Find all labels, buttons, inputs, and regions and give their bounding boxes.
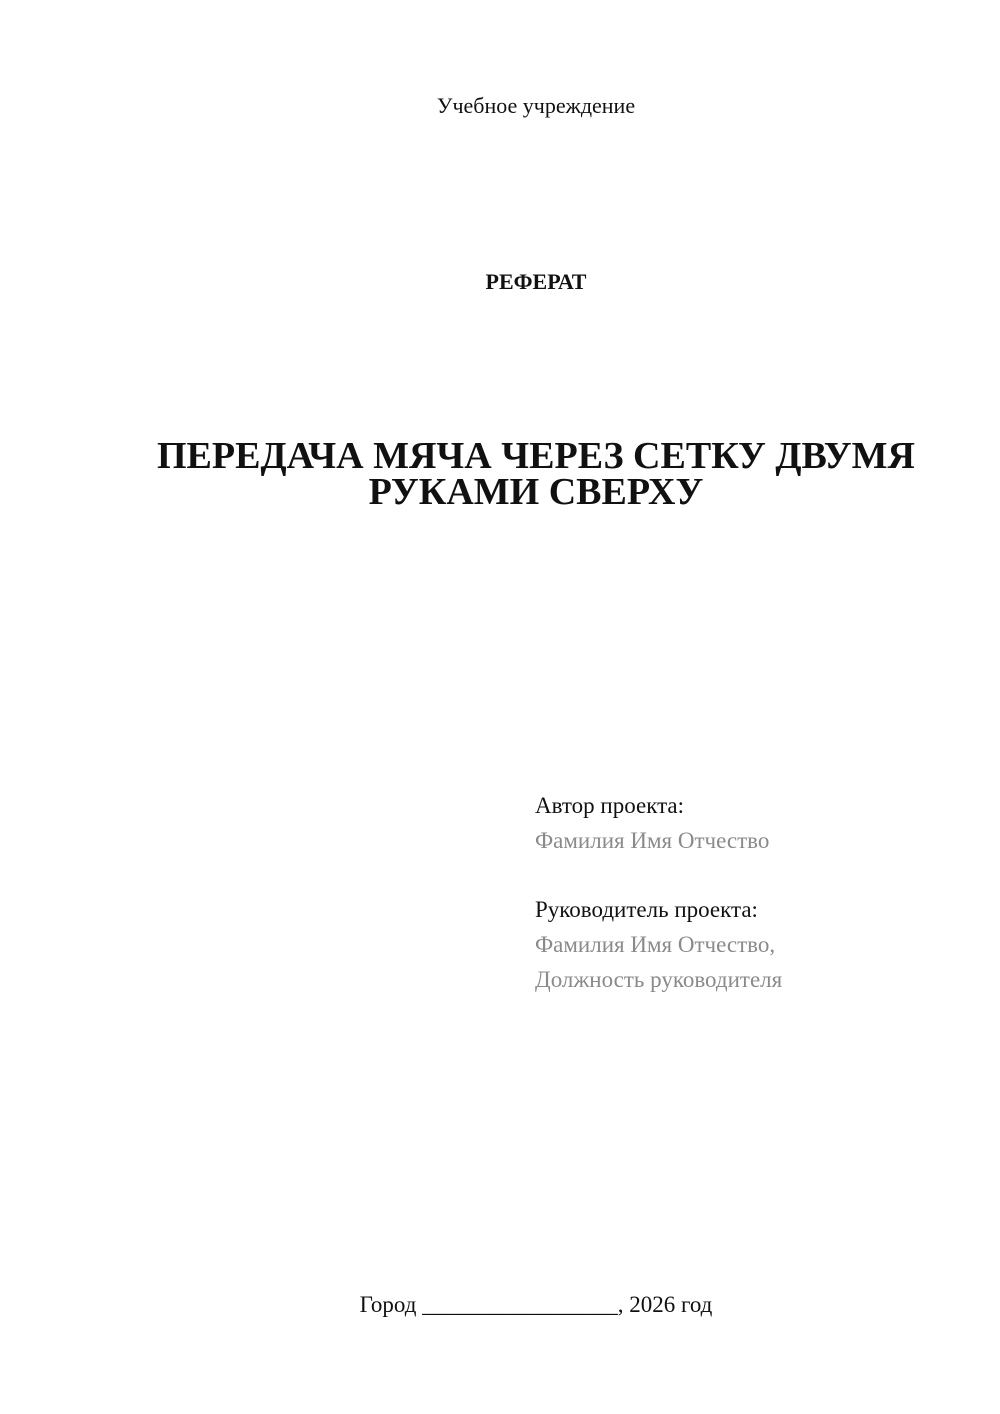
city-year-line <box>0 1290 1000 1320</box>
author-name: Фамилия Имя Отчество <box>535 828 770 853</box>
year-text: , 2026 год <box>617 1292 713 1317</box>
supervisor-name: Фамилия Имя Отчество, <box>535 932 776 957</box>
city-blank: _________________ <box>422 1292 618 1317</box>
document-title <box>100 435 972 513</box>
spacer <box>535 858 975 892</box>
city-label: Город <box>359 1292 417 1317</box>
title-line-2: РУКАМИ СВЕРХУ <box>368 471 704 513</box>
supervisor-label: Руководитель проекта: <box>535 897 758 922</box>
credits-block <box>535 788 975 997</box>
document-type: РЕФЕРАТ <box>485 269 587 294</box>
institution-name: Учебное учреждение <box>436 93 636 118</box>
supervisor-position: Должность руководителя <box>535 967 783 992</box>
title-line-1: ПЕРЕДАЧА МЯЧА ЧЕРЕЗ СЕТКУ ДВУМЯ <box>157 435 915 477</box>
author-label: Автор проекта: <box>535 793 684 818</box>
